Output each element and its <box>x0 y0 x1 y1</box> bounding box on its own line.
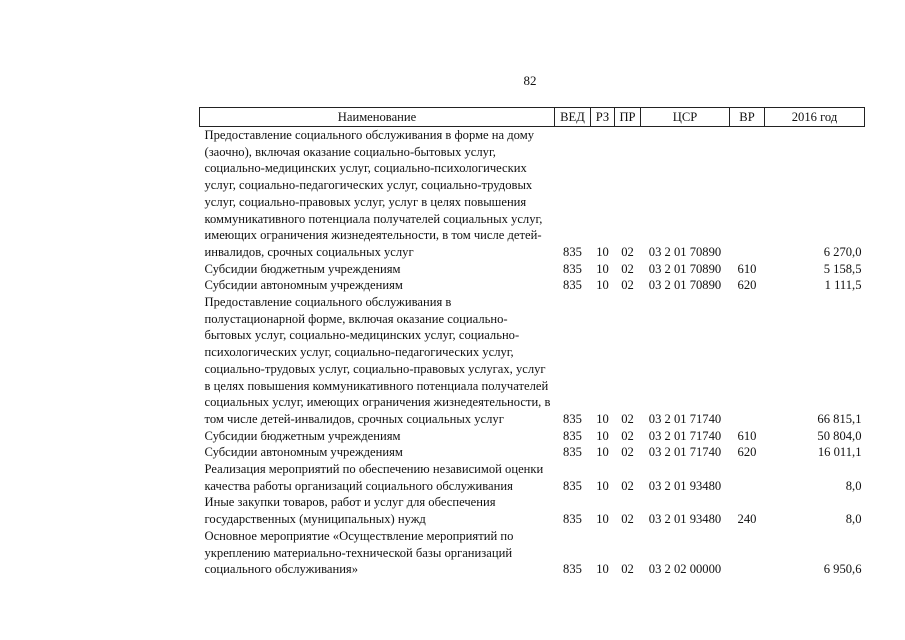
row-rz: 10 <box>596 261 609 276</box>
row-pr: 02 <box>621 428 634 443</box>
row-ved: 835 <box>563 261 582 276</box>
row-amount: 8,0 <box>845 512 862 527</box>
row-vr: 610 <box>737 261 757 276</box>
row-ved: 835 <box>563 512 582 527</box>
budget-table <box>199 107 865 578</box>
row-vr: 620 <box>737 278 757 293</box>
row-vr <box>730 127 765 261</box>
row-name: Предоставление социального обслуживания в форме на дому (заочно), включая оказание социально-бытовых услуг, социально-медицинских услуг, социально-психологических услуг, социально-педагогических услуг, социально-трудовых услуг, социально-правовых услуг, услуг в целях повышения коммуникативного потенциала получателей социальных услуг, имеющих ограничения жизнедеятельности, в том числе детей-инвалидов, срочных социальных услуг <box>204 128 543 259</box>
row-csr: 03 2 01 71740 <box>648 445 722 460</box>
row-ved: 835 <box>563 278 582 293</box>
row-rz: 10 <box>596 512 609 527</box>
column-header-year: 2016 год <box>765 108 865 127</box>
header-row <box>200 108 865 127</box>
row-amount: 50 804,0 <box>817 428 862 443</box>
row-rz: 10 <box>596 445 609 460</box>
table-row <box>200 261 865 278</box>
row-name: Иные закупки товаров, работ и услуг для обеспечения государственных (муниципальных) нужд <box>204 495 496 527</box>
row-rz: 10 <box>596 562 609 577</box>
row-amount: 66 815,1 <box>817 411 862 426</box>
row-vr: 240 <box>737 512 757 527</box>
column-header-rz: РЗ <box>591 108 615 127</box>
column-header-vr: ВР <box>730 108 765 127</box>
row-pr: 02 <box>621 562 634 577</box>
row-name: Реализация мероприятий по обеспечению независимой оценки качества работы организаций социального обслуживания <box>204 462 544 493</box>
row-amount: 16 011,1 <box>817 445 862 460</box>
row-rz: 10 <box>596 411 609 426</box>
row-rz: 10 <box>596 278 609 293</box>
row-ved: 835 <box>563 411 582 426</box>
table-row <box>200 127 865 261</box>
row-amount: 6 950,6 <box>823 562 862 577</box>
row-csr: 03 2 01 93480 <box>648 512 722 527</box>
row-csr: 03 2 01 71740 <box>648 411 722 426</box>
row-pr: 02 <box>621 445 634 460</box>
row-amount: 1 111,5 <box>824 278 862 293</box>
row-ved: 835 <box>563 428 582 443</box>
row-csr: 03 2 02 00000 <box>648 562 722 577</box>
row-pr: 02 <box>621 261 634 276</box>
table-row <box>200 294 865 428</box>
column-header-csr: ЦСР <box>641 108 730 127</box>
row-rz: 10 <box>596 478 609 493</box>
row-name: Субсидии автономным учреждениям <box>204 445 403 460</box>
row-amount: 8,0 <box>845 478 862 493</box>
row-ved: 835 <box>563 244 582 259</box>
table-row <box>200 528 865 578</box>
row-ved: 835 <box>563 562 582 577</box>
row-csr: 03 2 01 70890 <box>648 278 722 293</box>
row-rz: 10 <box>596 244 609 259</box>
row-name: Субсидии бюджетным учреждениям <box>204 261 401 276</box>
row-pr: 02 <box>621 512 634 527</box>
row-pr: 02 <box>621 278 634 293</box>
column-header-ved: ВЕД <box>555 108 591 127</box>
table-row <box>200 461 865 494</box>
column-header-name: Наименование <box>200 108 555 127</box>
row-vr: 620 <box>737 445 757 460</box>
row-pr: 02 <box>621 478 634 493</box>
row-name: Предоставление социального обслуживания в полустационарной форме, включая оказание социально-бытовых услуг, социально-медицинских услуг, социально-психологических услуг, социально-педагогических услуг, социально-трудовых услуг, социально-правовых услугах, услуг в целях повышения коммуникативного потенциала получателей социальных услуг, имеющих ограничения жизнедеятельности, в том числе детей-инвалидов, срочных социальных услуг <box>204 295 551 426</box>
row-ved: 835 <box>563 445 582 460</box>
row-vr <box>730 528 765 578</box>
table-row <box>200 428 865 445</box>
table-row <box>200 444 865 461</box>
row-vr <box>730 461 765 494</box>
row-rz: 10 <box>596 428 609 443</box>
row-name: Основное мероприятие «Осуществление мероприятий по укреплению материально-технической базы организаций социального обслуживания» <box>204 528 514 577</box>
row-amount: 6 270,0 <box>823 244 862 259</box>
table-row <box>200 277 865 294</box>
row-pr: 02 <box>621 411 634 426</box>
row-csr: 03 2 01 71740 <box>648 428 722 443</box>
row-pr: 02 <box>621 244 634 259</box>
row-ved: 835 <box>563 478 582 493</box>
row-vr <box>730 294 765 428</box>
row-csr: 03 2 01 93480 <box>648 478 722 493</box>
row-name: Субсидии бюджетным учреждениям <box>204 428 401 443</box>
table-row <box>200 494 865 527</box>
page-number: 82 <box>523 73 537 88</box>
row-csr: 03 2 01 70890 <box>648 261 722 276</box>
row-name: Субсидии автономным учреждениям <box>204 278 403 293</box>
row-vr: 610 <box>737 428 757 443</box>
row-amount: 5 158,5 <box>823 261 862 276</box>
row-csr: 03 2 01 70890 <box>648 244 722 259</box>
column-header-pr: ПР <box>615 108 641 127</box>
